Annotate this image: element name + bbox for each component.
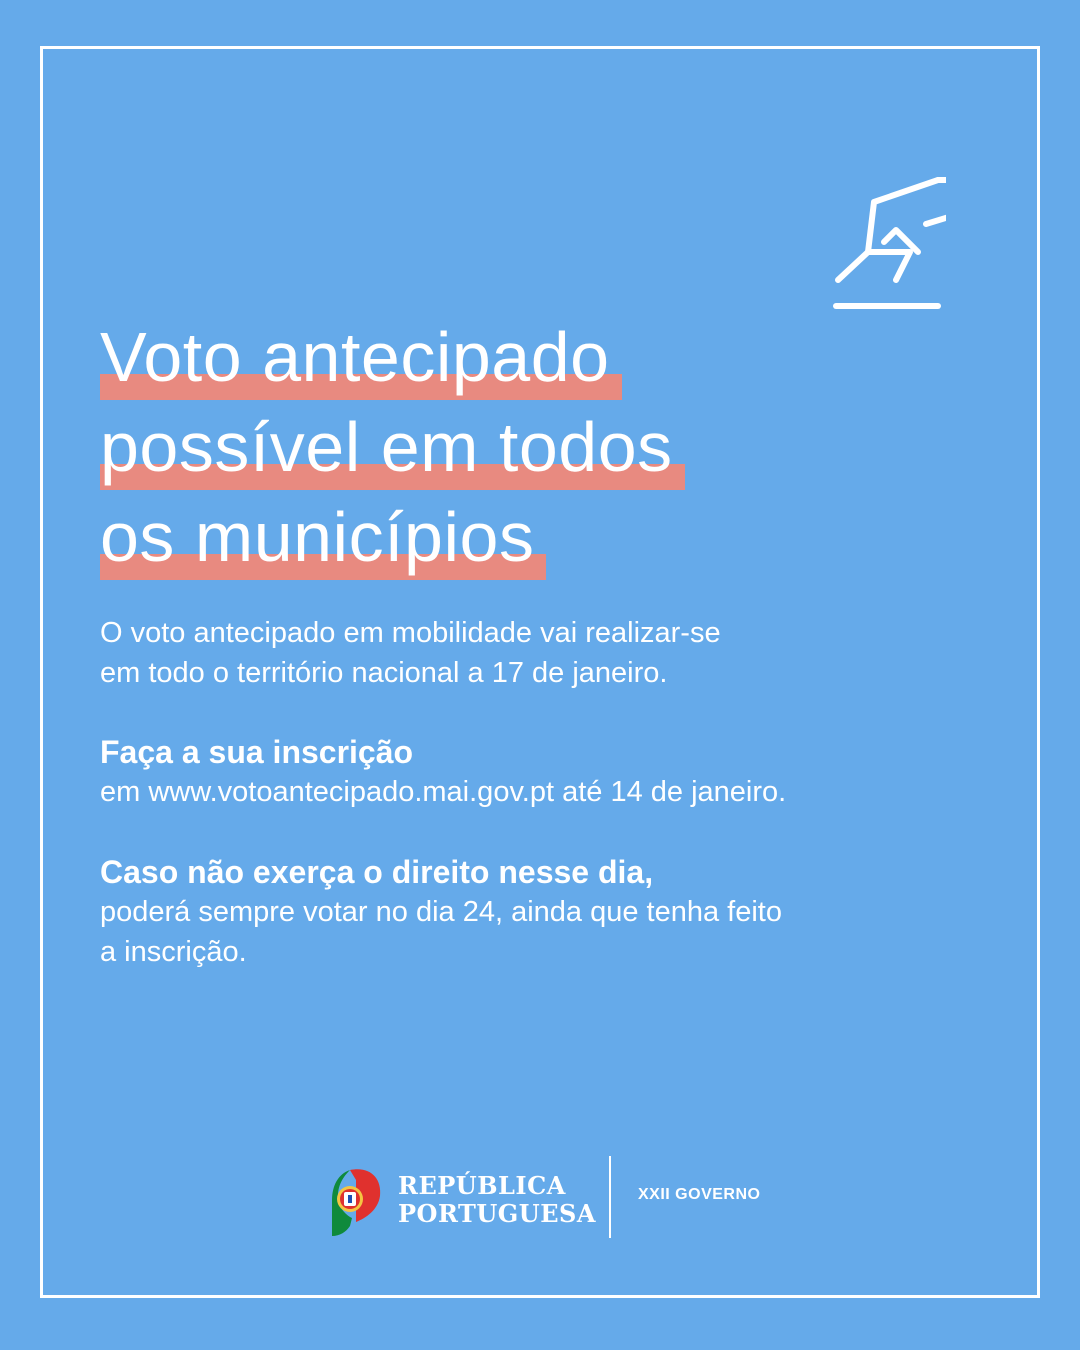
footer-divider bbox=[609, 1156, 611, 1238]
republic-name bbox=[398, 1172, 596, 1228]
republic-name-line: REPÚBLICA bbox=[398, 1171, 566, 1200]
footer-logo bbox=[330, 1156, 790, 1240]
portuguese-republic-emblem-icon bbox=[330, 1166, 382, 1240]
register-paragraph bbox=[100, 732, 920, 812]
fallback-line: a inscrição. bbox=[100, 936, 247, 968]
republic-name-line: PORTUGUESA bbox=[398, 1199, 596, 1228]
headline-line-2 bbox=[100, 402, 685, 492]
headline bbox=[100, 312, 685, 582]
headline-text: os municípios bbox=[100, 498, 535, 576]
intro-line: O voto antecipado em mobilidade vai realizar-se bbox=[100, 617, 721, 649]
headline-text: possível em todos bbox=[100, 408, 673, 486]
intro-line: em todo o território nacional a 17 de janeiro. bbox=[100, 657, 668, 689]
fallback-line: poderá sempre votar no dia 24, ainda que tenha feito bbox=[100, 896, 782, 928]
fallback-paragraph bbox=[100, 852, 920, 972]
headline-line-1 bbox=[100, 312, 622, 402]
headline-line-3 bbox=[100, 492, 546, 582]
register-title: Faça a sua inscrição bbox=[100, 734, 414, 770]
headline-text: Voto antecipado bbox=[100, 318, 610, 396]
intro-paragraph bbox=[100, 613, 920, 693]
register-text: em www.votoantecipado.mai.gov.pt até 14 de janeiro. bbox=[100, 776, 787, 808]
ballot-vote-icon bbox=[828, 172, 946, 314]
fallback-title: Caso não exerça o direito nesse dia, bbox=[100, 854, 654, 890]
government-label: XXII GOVERNO bbox=[638, 1186, 761, 1203]
